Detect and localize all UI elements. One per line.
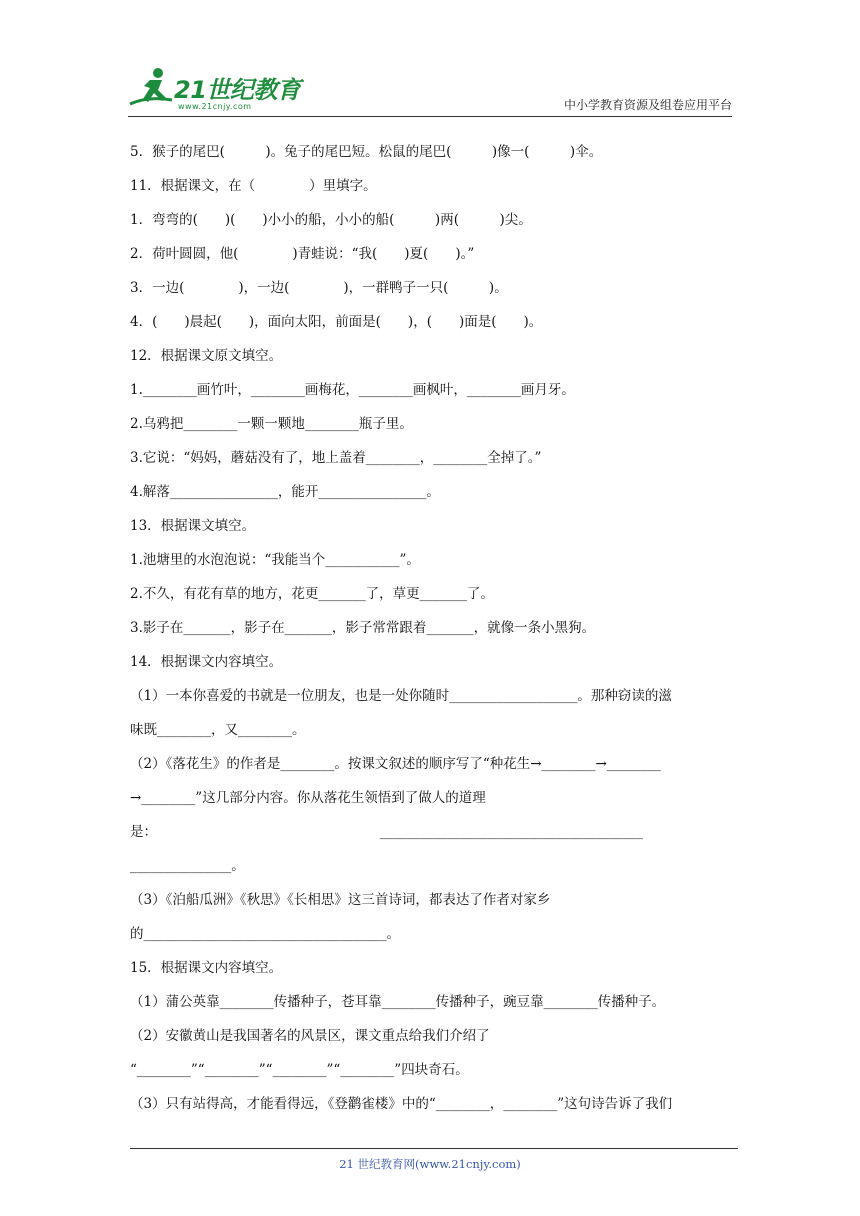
footer-link[interactable]: 21 世纪教育网(www.21cnjy.com) <box>339 1157 521 1171</box>
text-line: 1．弯弯的( )( )小小的船，小小的船( )两( )尖。 <box>130 212 532 228</box>
text-line: （1）一本你喜爱的书就是一位朋友，也是一处你随时___________________。那种窃读的滋 <box>130 688 672 704</box>
question-heading: 14．根据课文内容填空。 <box>130 654 283 670</box>
logo-url: www.21cnjy.com <box>178 102 252 111</box>
footer-divider <box>130 1148 738 1149</box>
platform-title: 中小学教育资源及组卷应用平台 <box>563 98 732 112</box>
text-line: _______________。 <box>130 858 245 874</box>
text-line: （2）《落花生》的作者是________。按课文叙述的顺序写了“种花生→________→________ <box>130 756 661 772</box>
logo-text: 21世纪教育 <box>174 76 301 104</box>
site-logo <box>128 66 328 116</box>
question-heading: 12．根据课文原文填空。 <box>130 348 283 364</box>
header-divider <box>128 116 732 117</box>
page-header <box>128 66 732 118</box>
text-line: 2.不久，有花有草的地方，花更_______了，草更_______了。 <box>130 586 494 602</box>
text-line: 的____________________________________。 <box>130 926 400 942</box>
text-line: （3）只有站得高，才能看得远，《登鹳雀楼》中的“________，________”这句诗告诉了我们 <box>130 1096 673 1112</box>
runner-logo-icon <box>128 66 174 108</box>
question-heading: 11．根据课文，在（ ）里填字。 <box>130 178 377 194</box>
text-line: 1.池塘里的水泡泡说：“我能当个___________”。 <box>130 552 420 568</box>
text-line: （3）《泊船瓜洲》《秋思》《长相思》这三首诗词，都表达了作者对家乡 <box>130 892 551 908</box>
text-line: “________”“________”“________”“________”四块奇石。 <box>130 1062 469 1078</box>
text-line: 味既________，又________。 <box>130 722 306 738</box>
text-line: →________”这几部分内容。你从落花生领悟到了做人的道理 <box>130 790 486 806</box>
text-line: 3．一边( )，一边( )，一群鸭子一只( )。 <box>130 280 508 296</box>
text-line: 3.它说：“妈妈，蘑菇没有了，地上盖着________，________全掉了。” <box>130 450 542 466</box>
text-line: （2）安徽黄山是我国著名的风景区，课文重点给我们介绍了 <box>130 1028 490 1044</box>
question-heading: 13．根据课文填空。 <box>130 518 256 534</box>
question-heading: 15．根据课文内容填空。 <box>130 960 283 976</box>
text-line: 4.解落________________，能开________________。 <box>130 484 440 500</box>
text-line: 1.________画竹叶，________画梅花，________画枫叶，________画月牙。 <box>130 382 575 398</box>
worksheet-body <box>130 140 732 1126</box>
text-line: 3.影子在_______，影子在_______，影子常常跟着_______，就像一条小黑狗。 <box>130 620 596 636</box>
text-line: 2.乌鸦把________一颗一颗地________瓶子里。 <box>130 416 413 432</box>
text-line: 5．猴子的尾巴( )。兔子的尾巴短。松鼠的尾巴( )像一( )伞。 <box>130 144 603 160</box>
text-line: 2．荷叶圆圆，他( )青蛙说：“我( )夏( )。” <box>130 246 475 262</box>
text-line: （1）蒲公英靠________传播种子，苍耳靠________传播种子，豌豆靠________传播种子。 <box>130 994 666 1010</box>
text-line: 4．( )晨起( )，面向太阳，前面是( )，( )面是( )。 <box>130 314 543 330</box>
text-line: 是： _______________________________________ <box>130 824 643 840</box>
